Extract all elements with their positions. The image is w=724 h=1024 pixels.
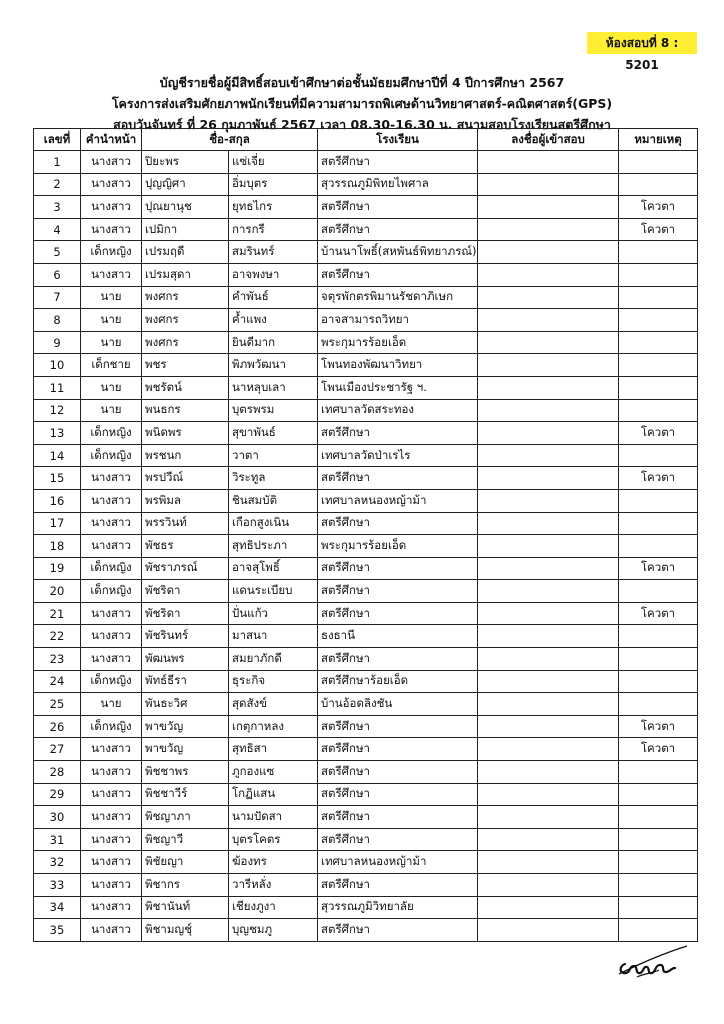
table-row [34, 467, 698, 490]
row-number: 20 [34, 580, 81, 603]
row-prefix: นาย [81, 331, 142, 354]
table-row [34, 715, 698, 738]
row-school: สุวรรณภูมิพิทยไพศาล [318, 173, 478, 196]
room-number-badge: ห้องสอบที่ 8 : 5201 [587, 32, 697, 54]
row-school: สตรีศึกษา [318, 874, 478, 897]
row-note [619, 151, 698, 174]
row-number: 23 [34, 648, 81, 671]
row-signature-cell [478, 580, 619, 603]
row-first-name: พัชริดา [142, 602, 229, 625]
row-signature-cell [478, 399, 619, 422]
row-first-name: พัชธร [142, 535, 229, 558]
row-first-name: พิชชาพร [142, 761, 229, 784]
row-school: เทศบาลวัดสระทอง [318, 399, 478, 422]
row-prefix: นาย [81, 376, 142, 399]
row-prefix: เด็กหญิง [81, 422, 142, 445]
row-last-name: สุขาพันธ์ [229, 422, 318, 445]
row-prefix: นาย [81, 399, 142, 422]
row-school: โพนทองพัฒนาวิทยา [318, 354, 478, 377]
row-school: โพนเมืองประชารัฐ ฯ. [318, 376, 478, 399]
row-first-name: พิชญาภา [142, 806, 229, 829]
table-row [34, 309, 698, 332]
row-school: สตรีศึกษา [318, 806, 478, 829]
row-prefix: นางสาว [81, 806, 142, 829]
row-number: 1 [34, 151, 81, 174]
row-school: สตรีศึกษา [318, 919, 478, 942]
table-row [34, 218, 698, 241]
row-signature-cell [478, 354, 619, 377]
table-row [34, 580, 698, 603]
student-roster-table [33, 128, 698, 942]
table-row [34, 263, 698, 286]
table-row [34, 738, 698, 761]
row-last-name: พิภพวัฒนา [229, 354, 318, 377]
row-signature-cell [478, 422, 619, 445]
row-note [619, 331, 698, 354]
row-prefix: นางสาว [81, 648, 142, 671]
row-number: 11 [34, 376, 81, 399]
row-note [619, 241, 698, 264]
row-first-name: พิชัยญา [142, 851, 229, 874]
row-last-name: สุทธิสา [229, 738, 318, 761]
row-school: ธงธานี [318, 625, 478, 648]
row-number: 27 [34, 738, 81, 761]
row-note [619, 851, 698, 874]
row-note: โควตา [619, 557, 698, 580]
row-number: 5 [34, 241, 81, 264]
row-school: สตรีศึกษา [318, 783, 478, 806]
row-last-name: อาจพงษา [229, 263, 318, 286]
row-first-name: พงศกร [142, 331, 229, 354]
row-school: เทศบาลวัดป่าเรไร [318, 444, 478, 467]
row-note [619, 376, 698, 399]
row-prefix: นางสาว [81, 783, 142, 806]
table-row [34, 896, 698, 919]
row-school: อาจสามารถวิทยา [318, 309, 478, 332]
row-note [619, 512, 698, 535]
row-number: 32 [34, 851, 81, 874]
table-row [34, 422, 698, 445]
row-number: 24 [34, 670, 81, 693]
row-first-name: พิชามญชุ์ [142, 919, 229, 942]
row-last-name: เกือกสูงเนิน [229, 512, 318, 535]
row-prefix: นางสาว [81, 535, 142, 558]
table-row [34, 761, 698, 784]
row-first-name: พรปวีณ์ [142, 467, 229, 490]
row-last-name: บุญชมภู [229, 919, 318, 942]
row-last-name: การกรี [229, 218, 318, 241]
row-prefix: นางสาว [81, 512, 142, 535]
exam-date-line: สอบวันจันทร์ ที่ 26 กุมภาพันธ์ 2567 เวลา 08.30-16.30 น. สนามสอบโรงเรียนสตรีศึกษา [113, 117, 611, 132]
row-prefix: นางสาว [81, 625, 142, 648]
row-school: สตรีศึกษา [318, 828, 478, 851]
signature-mark [617, 944, 689, 982]
row-number: 8 [34, 309, 81, 332]
row-signature-cell [478, 151, 619, 174]
row-number: 14 [34, 444, 81, 467]
row-signature-cell [478, 693, 619, 716]
row-note [619, 806, 698, 829]
row-first-name: พิชญาวี [142, 828, 229, 851]
row-prefix: นางสาว [81, 761, 142, 784]
row-prefix: นางสาว [81, 173, 142, 196]
table-row [34, 399, 698, 422]
row-number: 34 [34, 896, 81, 919]
row-number: 33 [34, 874, 81, 897]
row-last-name: แดนระเบียบ [229, 580, 318, 603]
row-signature-cell [478, 806, 619, 829]
table-header-row [34, 129, 698, 151]
row-note [619, 286, 698, 309]
row-number: 35 [34, 919, 81, 942]
row-first-name: พัชริดา [142, 580, 229, 603]
row-signature-cell [478, 376, 619, 399]
row-note [619, 828, 698, 851]
row-first-name: พาขวัญ [142, 738, 229, 761]
row-note [619, 919, 698, 942]
table-row [34, 806, 698, 829]
row-first-name: พงศกร [142, 309, 229, 332]
row-prefix: นางสาว [81, 602, 142, 625]
project-subtitle: โครงการส่งเสริมศักยภาพนักเรียนที่มีความสามารถพิเศษด้านวิทยาศาสตร์-คณิตศาสตร์(GPS) [111, 96, 613, 111]
row-first-name: พรชนก [142, 444, 229, 467]
row-note: โควตา [619, 467, 698, 490]
row-prefix: เด็กชาย [81, 354, 142, 377]
row-last-name: มาสนา [229, 625, 318, 648]
row-last-name: บุตรพรม [229, 399, 318, 422]
row-note [619, 648, 698, 671]
row-first-name: ปุณยานุช [142, 196, 229, 219]
row-prefix: นางสาว [81, 738, 142, 761]
table-row [34, 648, 698, 671]
row-number: 3 [34, 196, 81, 219]
row-note [619, 783, 698, 806]
row-signature-cell [478, 715, 619, 738]
row-signature-cell [478, 535, 619, 558]
row-note [619, 399, 698, 422]
row-number: 28 [34, 761, 81, 784]
row-note [619, 896, 698, 919]
table-row [34, 919, 698, 942]
row-first-name: พาขวัญ [142, 715, 229, 738]
row-school: สตรีศึกษา [318, 648, 478, 671]
row-signature-cell [478, 783, 619, 806]
row-signature-cell [478, 512, 619, 535]
row-first-name: พนิดพร [142, 422, 229, 445]
row-school: สตรีศึกษา [318, 512, 478, 535]
row-signature-cell [478, 919, 619, 942]
row-school: สตรีศึกษา [318, 580, 478, 603]
row-prefix: นางสาว [81, 467, 142, 490]
row-school: สตรีศึกษา [318, 151, 478, 174]
row-prefix: นางสาว [81, 489, 142, 512]
row-school: สตรีศึกษา [318, 602, 478, 625]
table-row [34, 693, 698, 716]
row-number: 26 [34, 715, 81, 738]
row-school: สตรีศึกษา [318, 761, 478, 784]
row-first-name: พนธกร [142, 399, 229, 422]
row-note [619, 670, 698, 693]
table-row [34, 196, 698, 219]
row-number: 10 [34, 354, 81, 377]
row-number: 29 [34, 783, 81, 806]
row-number: 31 [34, 828, 81, 851]
row-signature-cell [478, 828, 619, 851]
row-number: 4 [34, 218, 81, 241]
row-note [619, 535, 698, 558]
row-last-name: เกตุกาหลง [229, 715, 318, 738]
table-row [34, 874, 698, 897]
row-first-name: พันธะวิศ [142, 693, 229, 716]
row-school: เทศบาลหนองหญ้าม้า [318, 489, 478, 512]
row-note [619, 874, 698, 897]
row-school: สตรีศึกษา [318, 738, 478, 761]
row-school: สตรีศึกษา [318, 196, 478, 219]
row-note [619, 761, 698, 784]
row-first-name: พิชากร [142, 874, 229, 897]
row-note [619, 173, 698, 196]
row-school: สตรีศึกษา [318, 218, 478, 241]
row-number: 16 [34, 489, 81, 512]
header-signature: ลงชื่อผู้เข้าสอบ [478, 129, 619, 151]
row-note [619, 693, 698, 716]
table-row [34, 851, 698, 874]
row-note: โควตา [619, 715, 698, 738]
row-number: 13 [34, 422, 81, 445]
row-first-name: เปรมสุดา [142, 263, 229, 286]
row-last-name: โกฏิแสน [229, 783, 318, 806]
row-last-name: เชียงภูงา [229, 896, 318, 919]
row-first-name: พิชชาวีร์ [142, 783, 229, 806]
row-note [619, 489, 698, 512]
row-prefix: เด็กหญิง [81, 557, 142, 580]
row-last-name: ยุทธไกร [229, 196, 318, 219]
row-last-name: ภูกองแซ [229, 761, 318, 784]
row-prefix: นางสาว [81, 919, 142, 942]
row-last-name: ชินสมบัติ [229, 489, 318, 512]
row-school: สตรีศึกษา [318, 467, 478, 490]
row-prefix: นางสาว [81, 218, 142, 241]
row-last-name: สุทธิประภา [229, 535, 318, 558]
header-number: เลขที่ [34, 129, 81, 151]
row-last-name: ฆ้องทร [229, 851, 318, 874]
header-school: โรงเรียน [318, 129, 478, 151]
table-row [34, 625, 698, 648]
row-signature-cell [478, 489, 619, 512]
row-signature-cell [478, 874, 619, 897]
row-number: 7 [34, 286, 81, 309]
row-first-name: พชรัตน์ [142, 376, 229, 399]
row-prefix: นาย [81, 286, 142, 309]
header-prefix: คำนำหน้า [81, 129, 142, 151]
row-last-name: สุดสังข์ [229, 693, 318, 716]
row-school: เทศบาลหนองหญ้าม้า [318, 851, 478, 874]
row-last-name: อาจสุโพธิ์ [229, 557, 318, 580]
row-signature-cell [478, 309, 619, 332]
row-note: โควตา [619, 218, 698, 241]
row-number: 30 [34, 806, 81, 829]
row-signature-cell [478, 196, 619, 219]
row-number: 15 [34, 467, 81, 490]
row-note: โควตา [619, 602, 698, 625]
row-prefix: เด็กหญิง [81, 580, 142, 603]
row-number: 19 [34, 557, 81, 580]
row-first-name: เปมิกา [142, 218, 229, 241]
table-row [34, 783, 698, 806]
row-prefix: เด็กหญิง [81, 444, 142, 467]
row-school: สตรีศึกษาร้อยเอ็ด [318, 670, 478, 693]
row-last-name: วิระทูล [229, 467, 318, 490]
table-row [34, 173, 698, 196]
row-signature-cell [478, 602, 619, 625]
table-row [34, 512, 698, 535]
row-number: 18 [34, 535, 81, 558]
row-signature-cell [478, 286, 619, 309]
row-school: สตรีศึกษา [318, 715, 478, 738]
row-prefix: เด็กหญิง [81, 241, 142, 264]
row-last-name: วารีหลั่ง [229, 874, 318, 897]
row-note [619, 580, 698, 603]
row-first-name: ปุญญิศา [142, 173, 229, 196]
row-last-name: อิ่มบุตร [229, 173, 318, 196]
row-prefix: นางสาว [81, 896, 142, 919]
row-prefix: เด็กหญิง [81, 670, 142, 693]
row-signature-cell [478, 648, 619, 671]
document-header [0, 72, 724, 135]
row-signature-cell [478, 263, 619, 286]
document-title: บัญชีรายชื่อผู้มีสิทธิ์สอบเข้าศึกษาต่อชั้นมัธยมศึกษาปีที่ 4 ปีการศึกษา 2567 [159, 75, 565, 90]
table-row [34, 151, 698, 174]
row-number: 6 [34, 263, 81, 286]
row-last-name: ธุระกิจ [229, 670, 318, 693]
row-signature-cell [478, 738, 619, 761]
table-row [34, 376, 698, 399]
row-first-name: พัชราภรณ์ [142, 557, 229, 580]
table-row [34, 557, 698, 580]
row-first-name: เปรมฤดี [142, 241, 229, 264]
row-last-name: ค้ำแพง [229, 309, 318, 332]
row-last-name: สมยาภักดี [229, 648, 318, 671]
row-signature-cell [478, 557, 619, 580]
row-signature-cell [478, 625, 619, 648]
table-row [34, 354, 698, 377]
table-row [34, 241, 698, 264]
row-prefix: นางสาว [81, 196, 142, 219]
row-first-name: พชร [142, 354, 229, 377]
row-last-name: ยินดีมาก [229, 331, 318, 354]
row-last-name: ปั่นแก้ว [229, 602, 318, 625]
row-prefix: นางสาว [81, 828, 142, 851]
row-school: บ้านอ้อดลิงชัน [318, 693, 478, 716]
row-number: 22 [34, 625, 81, 648]
row-prefix: นางสาว [81, 151, 142, 174]
row-school: บ้านนาโพธิ์(สหพันธ์พิทยาภรณ์) [318, 241, 478, 264]
row-last-name: แซ่เจี่ย [229, 151, 318, 174]
row-note: โควตา [619, 196, 698, 219]
table-row [34, 444, 698, 467]
table-row [34, 489, 698, 512]
row-first-name: ปิยะพร [142, 151, 229, 174]
row-school: พระกุมารร้อยเอ็ด [318, 331, 478, 354]
row-first-name: พรพิมล [142, 489, 229, 512]
row-first-name: พัทธ์ธีรา [142, 670, 229, 693]
row-prefix: นางสาว [81, 874, 142, 897]
row-first-name: พัชรินทร์ [142, 625, 229, 648]
row-last-name: บุตรโคตร [229, 828, 318, 851]
row-first-name: พงศกร [142, 286, 229, 309]
row-signature-cell [478, 851, 619, 874]
row-prefix: นางสาว [81, 851, 142, 874]
row-last-name: สมรินทร์ [229, 241, 318, 264]
row-last-name: วาตา [229, 444, 318, 467]
row-number: 21 [34, 602, 81, 625]
row-first-name: พัฒนพร [142, 648, 229, 671]
roster-body [34, 151, 698, 942]
row-note: โควตา [619, 738, 698, 761]
row-prefix: นางสาว [81, 263, 142, 286]
table-row [34, 602, 698, 625]
table-row [34, 828, 698, 851]
row-signature-cell [478, 218, 619, 241]
table-row [34, 670, 698, 693]
table-row [34, 331, 698, 354]
table-row [34, 286, 698, 309]
row-signature-cell [478, 331, 619, 354]
row-note [619, 309, 698, 332]
row-note [619, 263, 698, 286]
row-prefix: เด็กหญิง [81, 715, 142, 738]
header-name: ชื่อ-สกุล [142, 129, 318, 151]
row-number: 25 [34, 693, 81, 716]
row-note [619, 625, 698, 648]
row-signature-cell [478, 241, 619, 264]
row-signature-cell [478, 444, 619, 467]
row-school: สตรีศึกษา [318, 557, 478, 580]
row-school: สตรีศึกษา [318, 263, 478, 286]
row-school: พระกุมารร้อยเอ็ด [318, 535, 478, 558]
row-signature-cell [478, 467, 619, 490]
row-number: 17 [34, 512, 81, 535]
row-signature-cell [478, 670, 619, 693]
table-row [34, 535, 698, 558]
row-number: 9 [34, 331, 81, 354]
row-last-name: คำพันธ์ [229, 286, 318, 309]
row-last-name: นามปัดสา [229, 806, 318, 829]
row-school: สตรีศึกษา [318, 422, 478, 445]
row-last-name: นาหลุบเลา [229, 376, 318, 399]
row-signature-cell [478, 173, 619, 196]
row-number: 12 [34, 399, 81, 422]
row-note [619, 354, 698, 377]
row-school: จตุรพักตรพิมานรัชดาภิเษก [318, 286, 478, 309]
row-number: 2 [34, 173, 81, 196]
header-note: หมายเหตุ [619, 129, 698, 151]
row-note [619, 444, 698, 467]
row-signature-cell [478, 896, 619, 919]
row-first-name: พิชานันท์ [142, 896, 229, 919]
row-prefix: นาย [81, 309, 142, 332]
row-note: โควตา [619, 422, 698, 445]
row-school: สุวรรณภูมิวิทยาลัย [318, 896, 478, 919]
row-signature-cell [478, 761, 619, 784]
row-first-name: พรรวินท์ [142, 512, 229, 535]
row-prefix: นาย [81, 693, 142, 716]
